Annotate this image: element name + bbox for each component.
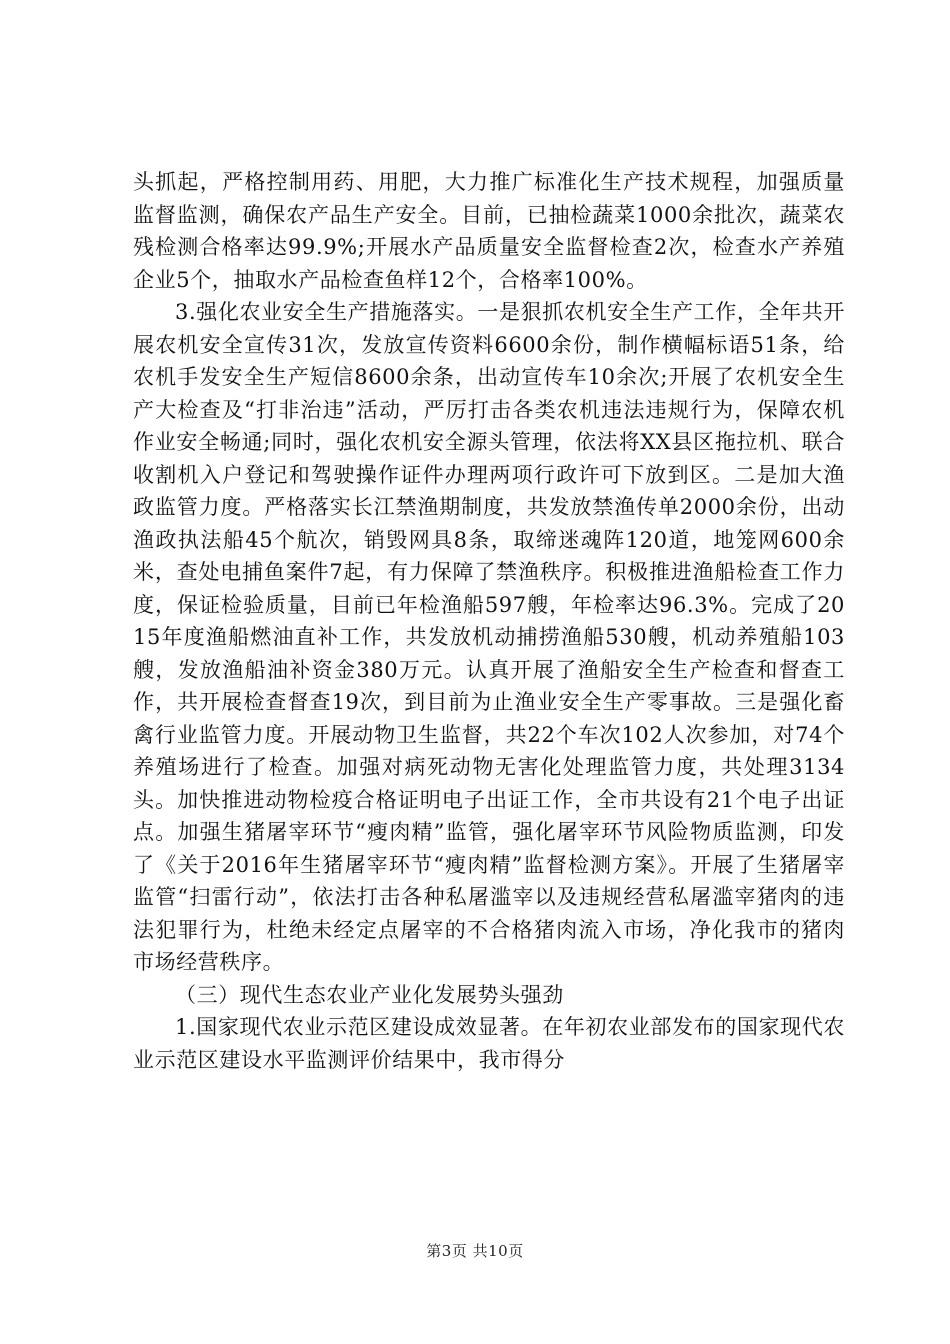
document-body <box>133 166 845 1076</box>
paragraph-demonstration-zone: 1.国家现代农业示范区建设成效显著。在年初农业部发布的国家现代农业示范区建设水平监测评价结果中，我市得分 <box>133 1015 845 1072</box>
section-heading: （三）现代生态农业产业化发展势头强劲 <box>175 982 564 1007</box>
paragraph-safety-production: 3.强化农业安全生产措施落实。一是狠抓农机安全生产工作，全年共开展农机安全宣传31次，发放宣传资料6600余份，制作横幅标语51条，给农机手发安全生产短信8600余条，出动宣传车10余次;开展了农机安全生产大检查及“打非治违”活动，严厉打击各类农机违法违规行为，保障农机作业安全畅通;同时，强化农机安全源头管理，依法将XX县区拖拉机、联合收割机入户登记和驾驶操作证件办理两项行政许可下放到区。二是加大渔政监管力度。严格落实长江禁渔期制度，共发放禁渔传单2000余份，出动渔政执法船45个航次，销毁网具8条，取缔迷魂阵120道，地笼网600余米，查处电捕鱼案件7起，有力保障了禁渔秩序。积极推进渔船检查工作力度，保证检验质量，目前已年检渔船597艘，年检率达96.3%。完成了2015年度渔船燃油直补工作，共发放机动捕捞渔船530艘，机动养殖船103艘，发放渔船油补资金380万元。认真开展了渔船安全生产检查和督查工作，共开展检查督查19次，到目前为止渔业安全生产零事故。三是强化畜禽行业监管力度。开展动物卫生监督，共22个车次102人次参加，对74个养殖场进行了检查。加强对病死动物无害化处理监管力度，共处理3134头。加快推进动物检疫合格证明电子出证工作，全市共设有21个电子出证点。加强生猪屠宰环节“瘦肉精”监管，强化屠宰环节风险物质监测，印发了《关于2016年生猪屠宰环节“瘦肉精”监督检测方案》。开展了生猪屠宰监管“扫雷行动”，依法打击各种私屠滥宰以及违规经营私屠滥宰猪肉的违法犯罪行为，杜绝未经定点屠宰的不合格猪肉流入市场，净化我市的猪肉市场经营秩序。 <box>133 300 845 974</box>
page-number-footer: 第3页 共10页 <box>426 1242 524 1260</box>
paragraph-quality-inspection: 头抓起，严格控制用药、用肥，大力推广标准化生产技术规程，加强质量监督监测，确保农产品生产安全。目前，已抽检蔬菜1000余批次，蔬菜农残检测合格率达99.9%;开展水产品质量安全监督检查2次，检查水产养殖企业5个，抽取水产品检查鱼样12个，合格率100%。 <box>133 170 845 292</box>
